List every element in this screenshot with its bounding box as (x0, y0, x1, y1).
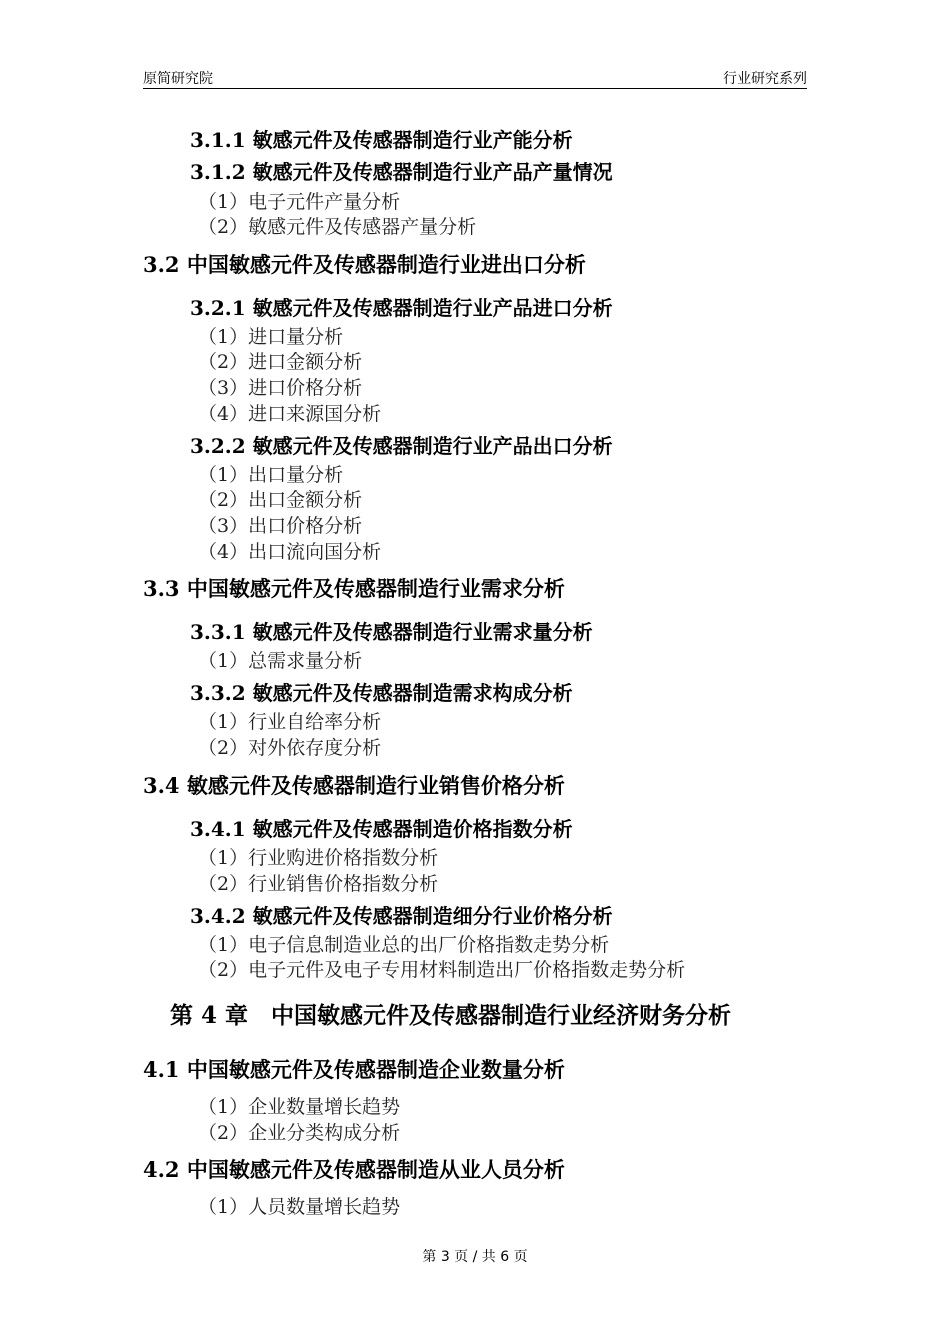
toc-item: （2）进口金额分析 (198, 351, 363, 373)
toc-entry-3-3-1: 3.3.1 敏感元件及传感器制造行业需求量分析 (190, 620, 593, 644)
toc-chapter-4: 第 4 章 中国敏感元件及传感器制造行业经济财务分析 (170, 1002, 732, 1029)
toc-item: （1）企业数量增长趋势 (198, 1096, 401, 1118)
toc-entry-3-4-1: 3.4.1 敏感元件及传感器制造价格指数分析 (190, 817, 573, 841)
toc-entry-3-2-2: 3.2.2 敏感元件及传感器制造行业产品出口分析 (190, 434, 613, 458)
toc-section-3-3: 3.3 中国敏感元件及传感器制造行业需求分析 (143, 576, 565, 601)
toc-item: （2）敏感元件及传感器产量分析 (198, 216, 477, 238)
toc-section-3-4: 3.4 敏感元件及传感器制造行业销售价格分析 (143, 773, 565, 798)
page-header (143, 62, 807, 89)
toc-item: （1）出口量分析 (198, 464, 344, 486)
header-series: 行业研究系列 (723, 71, 807, 87)
toc-entry-3-1-2: 3.1.2 敏感元件及传感器制造行业产品产量情况 (190, 160, 613, 184)
toc-section-4-1: 4.1 中国敏感元件及传感器制造企业数量分析 (143, 1057, 565, 1082)
toc-item: （3）进口价格分析 (198, 377, 363, 399)
toc-item: （4）进口来源国分析 (198, 403, 382, 425)
toc-item: （1）行业自给率分析 (198, 711, 382, 733)
toc-item: （1）电子元件产量分析 (198, 191, 401, 213)
toc-item: （1）进口量分析 (198, 326, 344, 348)
toc-item: （2）行业销售价格指数分析 (198, 873, 439, 895)
toc-entry-3-1-1: 3.1.1 敏感元件及传感器制造行业产能分析 (190, 128, 573, 152)
toc-entry-3-3-2: 3.3.2 敏感元件及传感器制造需求构成分析 (190, 681, 573, 705)
toc-section-4-2: 4.2 中国敏感元件及传感器制造从业人员分析 (143, 1157, 565, 1182)
toc-item: （1）总需求量分析 (198, 650, 363, 672)
toc-item: （2）出口金额分析 (198, 489, 363, 511)
toc-section-3-2: 3.2 中国敏感元件及传感器制造行业进出口分析 (143, 252, 586, 277)
toc-item: （2）对外依存度分析 (198, 737, 382, 759)
toc-item: （1）电子信息制造业总的出厂价格指数走势分析 (198, 934, 610, 956)
toc-entry-3-2-1: 3.2.1 敏感元件及传感器制造行业产品进口分析 (190, 296, 613, 320)
toc-item: （2）电子元件及电子专用材料制造出厂价格指数走势分析 (198, 959, 686, 981)
toc-item: （3）出口价格分析 (198, 515, 363, 537)
toc-item: （1）行业购进价格指数分析 (198, 847, 439, 869)
toc-item: （2）企业分类构成分析 (198, 1122, 401, 1144)
toc-item: （4）出口流向国分析 (198, 541, 382, 563)
header-org: 原简研究院 (143, 71, 213, 87)
page-number: 第 3 页 / 共 6 页 (422, 1249, 528, 1265)
toc-item: （1）人员数量增长趋势 (198, 1196, 401, 1218)
toc-entry-3-4-2: 3.4.2 敏感元件及传感器制造细分行业价格分析 (190, 904, 613, 928)
